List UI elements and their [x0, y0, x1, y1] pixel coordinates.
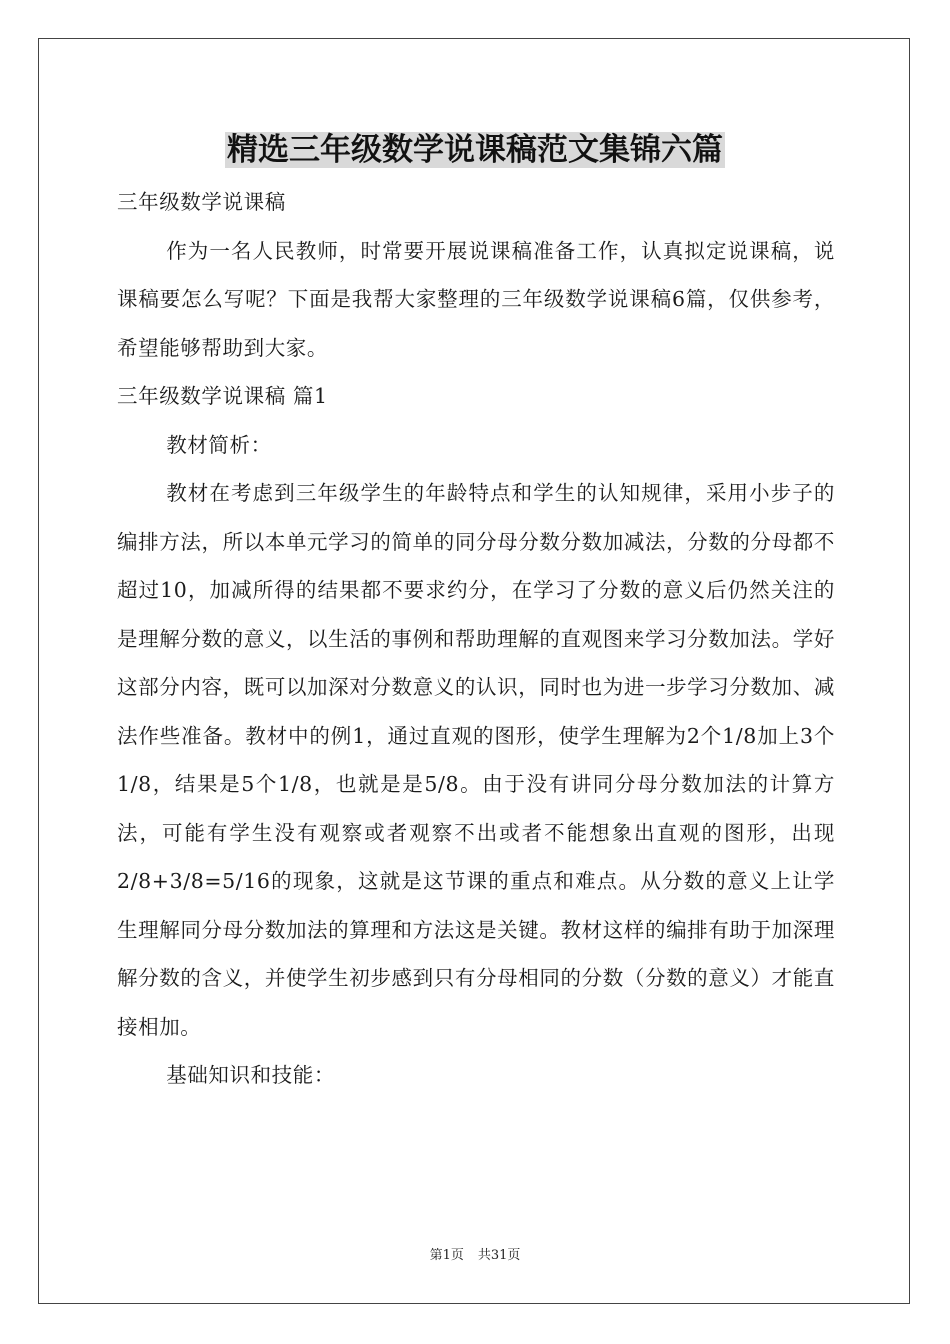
page-number: 第1页 [429, 1248, 464, 1263]
page-footer [0, 1247, 950, 1265]
document-title-text: 精选三年级数学说课稿范文集锦六篇 [227, 132, 723, 168]
section-heading-part-1: 三年级数学说课稿 篇1 [117, 384, 328, 408]
page-total: 共31页 [477, 1248, 521, 1263]
intro-paragraph: 作为一名人民教师，时常要开展说课稿准备工作，认真拟定说课稿，说课稿要怎么写呢？下面是我帮大家整理的三年级数学说课稿6篇，仅供参考，希望能够帮助到大家。 [117, 238, 835, 360]
subheading-textbook-analysis: 教材简析： [166, 432, 272, 457]
section-heading: 三年级数学说课稿 [117, 190, 286, 214]
body-paragraph: 教材在考虑到三年级学生的年龄特点和学生的认知规律，采用小步子的编排方法，所以本单元学习的简单的同分母分数分数加减法，分数的分母都不超过10，加减所得的结果都不要求约分，在学习了分数的意义后仍然关注的是理解分数的意义，以生活的事例和帮助理解的直观图来学习分数加法。学好这部分内容，既可以加深对分数意义的认识，同时也为进一步学习分数加、减法作些准备。教材中的例1，通过直观的图形，使学生理解为2个1/8加上3个1/8，结果是5个1/8，也就是是5/8。由于没有讲同分母分数加法的计算方法，可能有学生没有观察或者观察不出或者不能想象出直观的图形，出现2/8+3/8=5/16的现象，这就是这节课的重点和难点。从分数的意义上让学生理解同分母分数加法的算理和方法这是关键。教材这样的编排有助于加深理解分数的含义，并使学生初步感到只有分母相同的分数（分数的意义）才能直接相加。 [117, 481, 835, 1039]
subheading-basic-knowledge: 基础知识和技能： [166, 1063, 335, 1087]
document-title [0, 128, 950, 172]
document-body [117, 178, 835, 1100]
